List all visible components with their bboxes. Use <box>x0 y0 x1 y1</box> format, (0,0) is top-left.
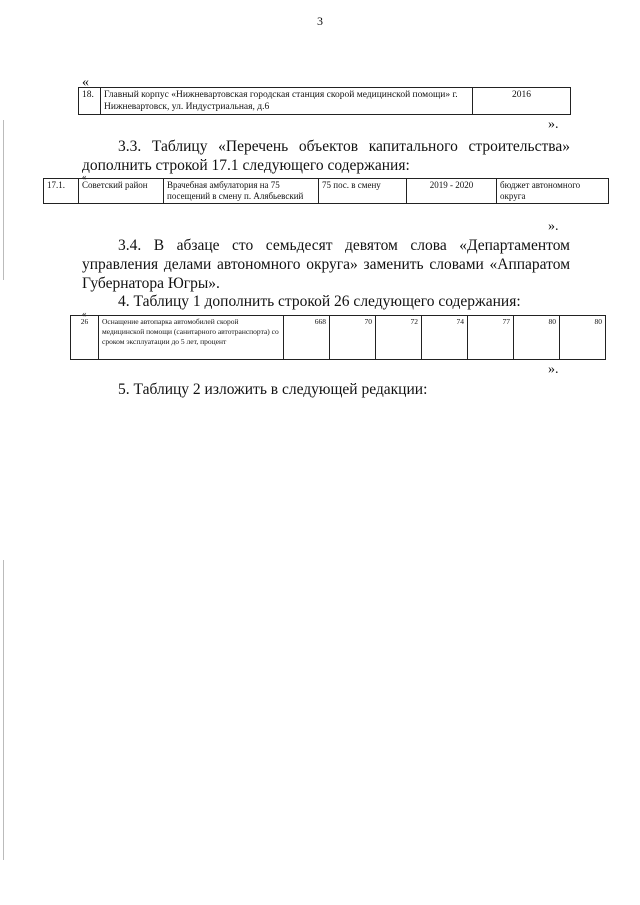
cell-value: 74 <box>422 316 468 360</box>
cell-value: 70 <box>330 316 376 360</box>
close-quote: ». <box>548 219 559 234</box>
cell-num: 26 <box>71 316 99 360</box>
scan-edge-mark <box>3 120 4 280</box>
cell-value: 80 <box>514 316 560 360</box>
scan-edge-mark <box>3 560 4 860</box>
cell-value: 80 <box>560 316 606 360</box>
cell-value: 72 <box>376 316 422 360</box>
table-capital-construction-row-17-1 <box>43 178 609 204</box>
table-row <box>71 316 606 360</box>
cell-num: 18. <box>79 88 101 115</box>
cell-object: Врачебная амбулатория на 75 посещений в смену п. Алябьевский <box>164 179 319 204</box>
cell-object: Главный корпус «Нижневартовская городская станция скорой медицинской помощи» г. Нижневартовск, ул. Индустриальная, д.6 <box>101 88 473 115</box>
open-quote: « <box>82 172 87 182</box>
cell-district: Советский район <box>79 179 164 204</box>
cell-source: бюджет автономного округа <box>497 179 609 204</box>
paragraph-4: 4. Таблицу 1 дополнить строкой 26 следующего содержания: <box>118 293 521 310</box>
cell-num: 17.1. <box>44 179 79 204</box>
cell-capacity: 75 пос. в смену <box>319 179 407 204</box>
table-row <box>44 179 609 204</box>
table-row <box>79 88 571 115</box>
paragraph-5: 5. Таблицу 2 изложить в следующей редакции: <box>118 381 428 398</box>
cell-value: 77 <box>468 316 514 360</box>
close-quote: ». <box>548 362 559 377</box>
cell-years: 2019 - 2020 <box>407 179 497 204</box>
paragraph-3-4: 3.4. В абзаце сто семьдесят девятом слова «Департаментом управления делами автономного округа» заменить словами «Аппаратом Губернатора Югры». <box>82 237 570 292</box>
paragraph-3-3: 3.3. Таблицу «Перечень объектов капитального строительства» дополнить строкой 17.1 следующего содержания: <box>82 138 570 174</box>
open-quote: « <box>82 75 89 90</box>
table-1-row-26 <box>70 315 606 360</box>
close-quote: ». <box>548 117 559 132</box>
page-number: 3 <box>317 14 323 28</box>
cell-year: 2016 <box>473 88 571 115</box>
cell-value: 668 <box>284 316 330 360</box>
table-objects-row-18 <box>78 87 571 115</box>
open-quote: « <box>82 309 87 319</box>
cell-indicator: Оснащение автопарка автомобилей скорой медицинской помощи (санитарного автотранспорта) со сроком эксплуатации до 5 лет, процент <box>99 316 284 360</box>
